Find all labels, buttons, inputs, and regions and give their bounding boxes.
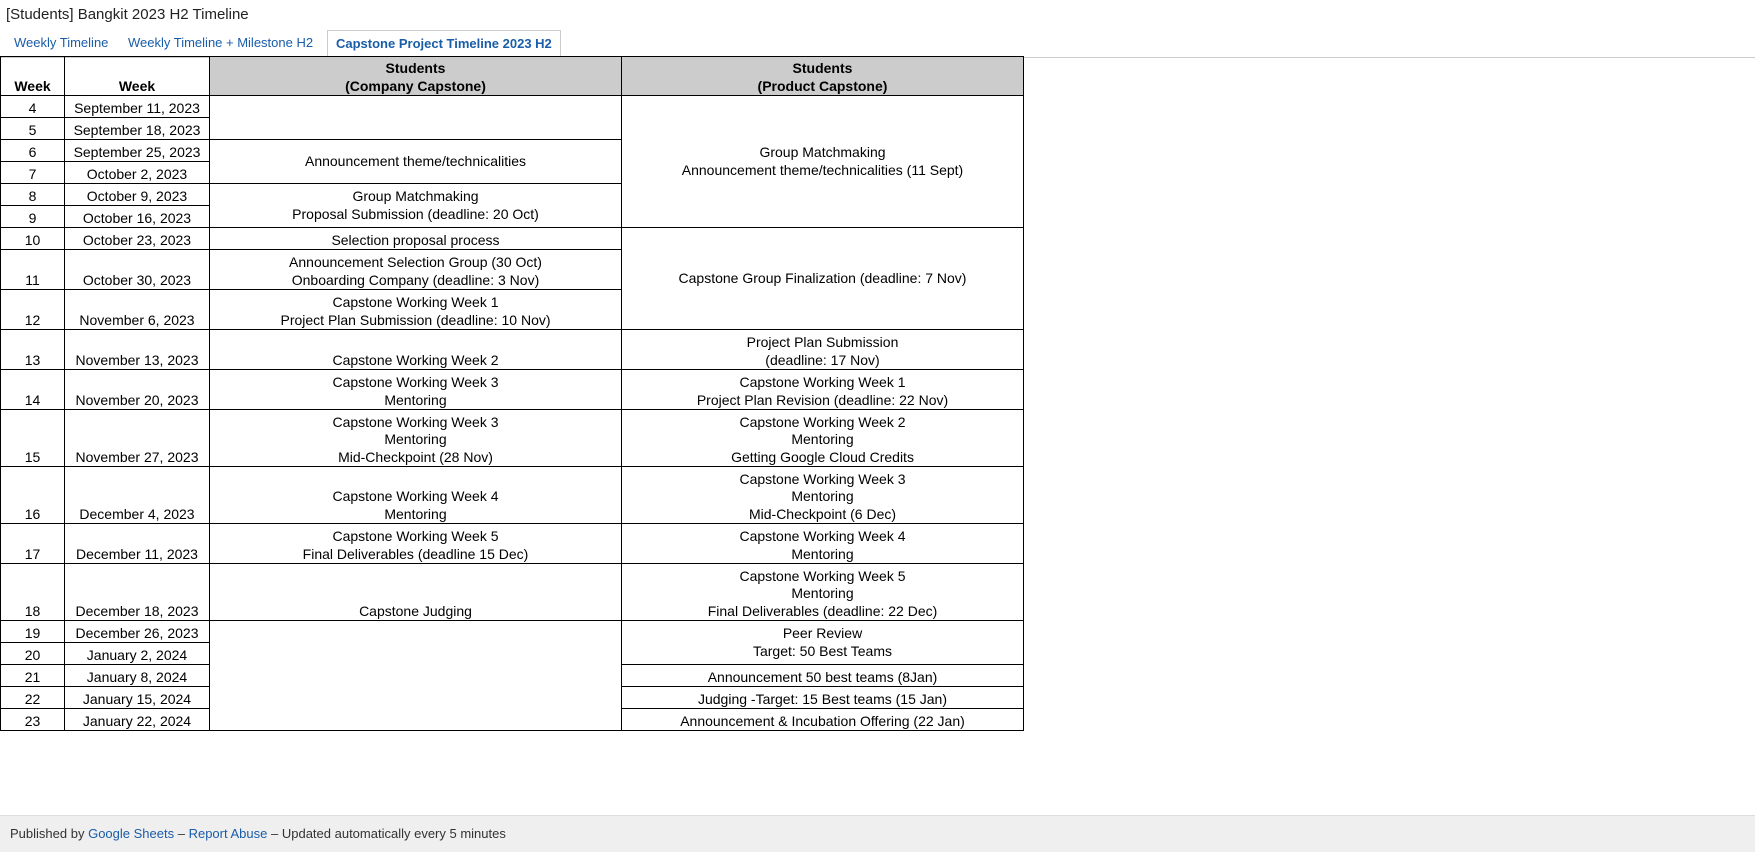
cell-line: Project Plan Submission bbox=[746, 334, 899, 350]
header-line: (Product Capstone) bbox=[757, 77, 888, 94]
product-cell-week-22 bbox=[622, 687, 1024, 709]
cell-line: Capstone Judging bbox=[359, 602, 472, 619]
week-number-cell: 14 bbox=[1, 370, 65, 410]
tab-weekly-timeline[interactable]: Weekly Timeline bbox=[14, 35, 109, 50]
week-date-cell: October 9, 2023 bbox=[65, 184, 210, 206]
cell-line: (deadline: 17 Nov) bbox=[765, 351, 880, 368]
company-cell-week-10 bbox=[210, 228, 622, 250]
cell-line: Mentoring bbox=[384, 431, 447, 447]
header-week-date: Week bbox=[65, 57, 210, 96]
cell-line: Announcement Selection Group (30 Oct) bbox=[289, 254, 542, 270]
week-number-cell: 7 bbox=[1, 162, 65, 184]
company-cell-weeks-8-9 bbox=[210, 184, 622, 228]
tab-capstone-timeline[interactable]: Capstone Project Timeline 2023 H2 bbox=[327, 30, 561, 58]
cell-line: Capstone Working Week 2 bbox=[332, 351, 499, 368]
cell-line: Capstone Working Week 3 bbox=[332, 413, 499, 430]
week-number-cell: 9 bbox=[1, 206, 65, 228]
header-product-capstone bbox=[622, 57, 1024, 96]
week-date-cell: October 23, 2023 bbox=[65, 228, 210, 250]
cell-line: Judging -Target: 15 Best teams (15 Jan) bbox=[697, 690, 948, 707]
week-number-cell: 17 bbox=[1, 524, 65, 564]
header-line: Students bbox=[792, 60, 853, 76]
google-sheets-link[interactable]: Google Sheets bbox=[88, 826, 175, 841]
week-number-cell: 11 bbox=[1, 250, 65, 290]
footer-separator: – bbox=[177, 826, 185, 841]
week-date-cell: December 18, 2023 bbox=[65, 564, 210, 621]
cell-line: Target: 50 Best Teams bbox=[752, 642, 893, 659]
week-number-cell: 20 bbox=[1, 643, 65, 665]
company-cell-week-18 bbox=[210, 564, 622, 621]
product-cell-week-18 bbox=[622, 564, 1024, 621]
cell-line: Capstone Working Week 5 bbox=[739, 567, 906, 584]
week-number-cell: 8 bbox=[1, 184, 65, 206]
cell-line: Mentoring bbox=[791, 488, 854, 504]
company-cell-week-13 bbox=[210, 330, 622, 370]
cell-line: Capstone Working Week 1 bbox=[332, 294, 499, 310]
cell-line: Capstone Working Week 3 bbox=[739, 470, 906, 487]
cell-line: Mentoring bbox=[791, 431, 854, 447]
week-number-cell: 12 bbox=[1, 290, 65, 330]
week-number-cell: 6 bbox=[1, 140, 65, 162]
cell-line: Project Plan Submission (deadline: 10 Nov) bbox=[280, 311, 551, 328]
week-number-cell: 18 bbox=[1, 564, 65, 621]
cell-line: Selection proposal process bbox=[331, 231, 500, 248]
cell-line: Mid-Checkpoint (6 Dec) bbox=[748, 505, 897, 522]
cell-line: Announcement theme/technicalities bbox=[304, 152, 527, 169]
cell-line: Mentoring bbox=[384, 391, 447, 408]
cell-line: Capstone Working Week 4 bbox=[332, 488, 499, 504]
week-date-cell: November 6, 2023 bbox=[65, 290, 210, 330]
week-date-cell: October 30, 2023 bbox=[65, 250, 210, 290]
week-number-cell: 23 bbox=[1, 709, 65, 731]
update-frequency-text: Updated automatically every 5 minutes bbox=[281, 826, 506, 841]
product-cell-week-14 bbox=[622, 370, 1024, 410]
cell-line: Capstone Working Week 3 bbox=[332, 374, 499, 390]
product-cell-weeks-19-20 bbox=[622, 621, 1024, 665]
company-cell-week-15 bbox=[210, 410, 622, 467]
cell-line: Mid-Checkpoint (28 Nov) bbox=[338, 448, 493, 465]
week-date-cell: September 25, 2023 bbox=[65, 140, 210, 162]
company-cell-week-17 bbox=[210, 524, 622, 564]
week-number-cell: 15 bbox=[1, 410, 65, 467]
product-cell-week-17 bbox=[622, 524, 1024, 564]
cell-line: Final Deliverables (deadline 15 Dec) bbox=[302, 545, 529, 562]
cell-line: Project Plan Revision (deadline: 22 Nov) bbox=[696, 391, 949, 408]
cell-line: Capstone Working Week 2 bbox=[739, 413, 906, 430]
cell-line: Mentoring bbox=[791, 545, 854, 562]
cell-line: Final Deliverables (deadline: 22 Dec) bbox=[707, 602, 938, 619]
week-number-cell: 22 bbox=[1, 687, 65, 709]
cell-line: Announcement theme/technicalities (11 Sept) bbox=[681, 161, 964, 178]
product-cell-week-13 bbox=[622, 330, 1024, 370]
company-empty-cell bbox=[210, 621, 622, 731]
product-cell-weeks-10-12 bbox=[622, 228, 1024, 330]
company-empty-cell bbox=[210, 96, 622, 140]
week-date-cell: December 26, 2023 bbox=[65, 621, 210, 643]
report-abuse-link[interactable]: Report Abuse bbox=[188, 826, 268, 841]
company-cell-week-16 bbox=[210, 467, 622, 524]
sheet-tabs bbox=[0, 30, 1755, 58]
footer-bar bbox=[0, 815, 1755, 852]
company-cell-weeks-6-7 bbox=[210, 140, 622, 184]
cell-line: Onboarding Company (deadline: 3 Nov) bbox=[291, 271, 540, 288]
cell-line: Capstone Group Finalization (deadline: 7 Nov) bbox=[678, 269, 967, 286]
cell-line: Getting Google Cloud Credits bbox=[731, 448, 914, 465]
week-number-cell: 10 bbox=[1, 228, 65, 250]
header-line: Students bbox=[385, 60, 446, 76]
week-date-cell: November 13, 2023 bbox=[65, 330, 210, 370]
company-cell-week-14 bbox=[210, 370, 622, 410]
cell-line: Mentoring bbox=[384, 505, 447, 522]
timeline-table bbox=[0, 56, 1024, 731]
cell-line: Capstone Working Week 1 bbox=[739, 374, 906, 390]
week-number-cell: 5 bbox=[1, 118, 65, 140]
cell-line: Proposal Submission (deadline: 20 Oct) bbox=[292, 205, 539, 222]
product-cell-week-23 bbox=[622, 709, 1024, 731]
week-date-cell: September 11, 2023 bbox=[65, 96, 210, 118]
cell-line: Announcement 50 best teams (8Jan) bbox=[707, 668, 938, 685]
cell-line: Mentoring bbox=[791, 585, 854, 601]
week-date-cell: January 22, 2024 bbox=[65, 709, 210, 731]
cell-line: Group Matchmaking bbox=[759, 144, 886, 160]
tab-weekly-timeline-milestone[interactable]: Weekly Timeline + Milestone H2 bbox=[128, 35, 314, 50]
week-date-cell: September 18, 2023 bbox=[65, 118, 210, 140]
header-line: (Company Capstone) bbox=[345, 77, 486, 94]
company-cell-week-12 bbox=[210, 290, 622, 330]
header-company-capstone bbox=[210, 57, 622, 96]
cell-line: Announcement & Incubation Offering (22 Jan) bbox=[680, 712, 965, 729]
product-cell-weeks-4-9 bbox=[622, 96, 1024, 228]
footer-separator: – bbox=[270, 826, 279, 841]
week-date-cell: December 11, 2023 bbox=[65, 524, 210, 564]
document-title: [Students] Bangkit 2023 H2 Timeline bbox=[6, 6, 249, 23]
week-date-cell: November 20, 2023 bbox=[65, 370, 210, 410]
week-date-cell: October 16, 2023 bbox=[65, 206, 210, 228]
product-cell-week-15 bbox=[622, 410, 1024, 467]
week-date-cell: December 4, 2023 bbox=[65, 467, 210, 524]
week-number-cell: 4 bbox=[1, 96, 65, 118]
header-week-number: Week bbox=[1, 57, 65, 96]
week-number-cell: 21 bbox=[1, 665, 65, 687]
cell-line: Capstone Working Week 4 bbox=[739, 528, 906, 544]
week-number-cell: 16 bbox=[1, 467, 65, 524]
week-date-cell: January 15, 2024 bbox=[65, 687, 210, 709]
product-cell-week-16 bbox=[622, 467, 1024, 524]
week-date-cell: November 27, 2023 bbox=[65, 410, 210, 467]
week-number-cell: 19 bbox=[1, 621, 65, 643]
published-by-text: Published by bbox=[10, 826, 85, 841]
cell-line: Group Matchmaking bbox=[352, 188, 479, 204]
product-cell-week-21 bbox=[622, 665, 1024, 687]
week-date-cell: October 2, 2023 bbox=[65, 162, 210, 184]
company-cell-week-11 bbox=[210, 250, 622, 290]
cell-line: Peer Review bbox=[782, 625, 863, 641]
week-date-cell: January 8, 2024 bbox=[65, 665, 210, 687]
week-date-cell: January 2, 2024 bbox=[65, 643, 210, 665]
week-number-cell: 13 bbox=[1, 330, 65, 370]
cell-line: Capstone Working Week 5 bbox=[332, 528, 499, 544]
